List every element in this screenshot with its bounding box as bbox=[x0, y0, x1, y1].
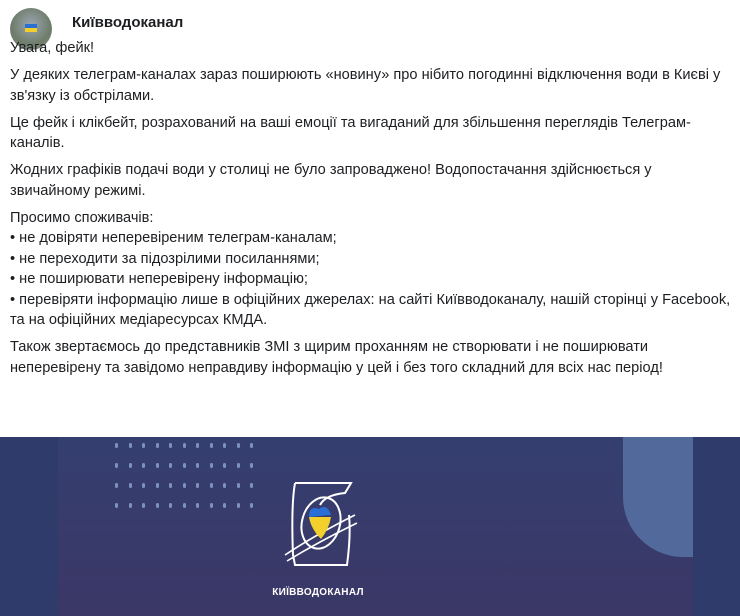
dot bbox=[169, 443, 172, 448]
paragraph-1: У деяких телеграм-каналах зараз поширюють «новину» про нібито погодинні відключення води в Києві у зв'язку із обстрілами. bbox=[10, 67, 721, 104]
dot bbox=[250, 443, 253, 448]
dot bbox=[169, 503, 172, 508]
dot bbox=[115, 483, 118, 488]
dot bbox=[169, 483, 172, 488]
dot bbox=[210, 483, 213, 488]
post-image[interactable] bbox=[0, 437, 740, 616]
dot bbox=[129, 503, 132, 508]
kyivvodokanal-logo-icon bbox=[265, 465, 365, 585]
dot bbox=[237, 483, 240, 488]
dot bbox=[196, 443, 199, 448]
dot bbox=[183, 483, 186, 488]
dot bbox=[142, 463, 145, 468]
dot bbox=[156, 443, 159, 448]
dot bbox=[169, 463, 172, 468]
dot bbox=[183, 503, 186, 508]
dot bbox=[250, 483, 253, 488]
dot bbox=[142, 483, 145, 488]
dot bbox=[129, 483, 132, 488]
dot bbox=[142, 503, 145, 508]
dot bbox=[115, 463, 118, 468]
dot bbox=[183, 463, 186, 468]
dot bbox=[156, 503, 159, 508]
list-intro: Просимо споживачів: bbox=[10, 209, 154, 226]
dot bbox=[250, 503, 253, 508]
dot bbox=[210, 463, 213, 468]
post-text bbox=[10, 38, 735, 385]
logo-text: КИЇВВОДОКАНАЛ bbox=[272, 587, 364, 598]
dot bbox=[223, 463, 226, 468]
image-panel bbox=[58, 437, 693, 616]
paragraph-2: Це фейк і клікбейт, розрахований на ваші емоції та вигаданий для збільшення переглядів Телеграм-каналів. bbox=[10, 114, 691, 151]
dot bbox=[223, 503, 226, 508]
dot bbox=[250, 463, 253, 468]
dot bbox=[210, 443, 213, 448]
paragraph-3: Жодних графіків подачі води у столиці не було запроваджено! Водопостачання здійснюється у звичайному режимі. bbox=[10, 162, 652, 199]
dot bbox=[142, 443, 145, 448]
dot bbox=[237, 443, 240, 448]
dot bbox=[115, 443, 118, 448]
dot bbox=[129, 443, 132, 448]
decorative-shape bbox=[623, 437, 693, 557]
dot bbox=[156, 483, 159, 488]
post-title: Увага, фейк! bbox=[10, 40, 95, 56]
list-item: • не довіряти неперевіреним телеграм-каналам; bbox=[10, 230, 337, 246]
dot bbox=[223, 443, 226, 448]
dot bbox=[115, 503, 118, 508]
list-item: • не переходити за підозрілими посиланнями; bbox=[10, 250, 320, 267]
dot bbox=[129, 463, 132, 468]
dot bbox=[237, 463, 240, 468]
dot bbox=[237, 503, 240, 508]
dot-pattern bbox=[115, 443, 264, 508]
dot bbox=[210, 503, 213, 508]
paragraph-5: Також звертаємось до представників ЗМІ з щирим проханням не створювати і не поширювати неперевірену та завідомо неправдиву інформацію у цей і без того складний для всіх нас період! bbox=[10, 339, 663, 376]
request-list bbox=[10, 208, 735, 331]
list-item: • не поширювати неперевірену інформацію; bbox=[10, 271, 308, 287]
page-name[interactable]: Київводоканал bbox=[72, 14, 184, 31]
dot bbox=[196, 463, 199, 468]
dot bbox=[156, 463, 159, 468]
flag-icon bbox=[25, 24, 37, 32]
list-item: • перевіряти інформацію лише в офіційних джерелах: на сайті Київводоканалу, нашій сторінці у Facebook, та на офіційних медіаресурсах КМДА. bbox=[10, 291, 731, 328]
dot bbox=[196, 483, 199, 488]
dot bbox=[183, 443, 186, 448]
dot bbox=[223, 483, 226, 488]
dot bbox=[196, 503, 199, 508]
